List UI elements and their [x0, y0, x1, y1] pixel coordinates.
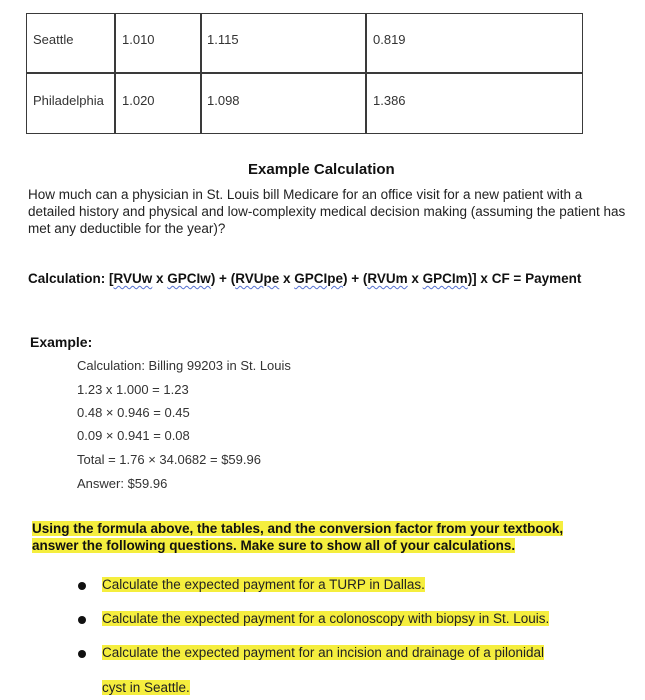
- table-cell: 1.010: [122, 32, 155, 47]
- example-line: 1.23 x 1.000 = 1.23: [77, 382, 189, 397]
- table-cell: 1.020: [122, 93, 155, 108]
- question-item: Calculate the expected payment for a colonoscopy with biopsy in St. Louis.: [102, 611, 550, 626]
- bullet-icon: [78, 616, 86, 624]
- gpci-table: [26, 13, 583, 134]
- formula: Calculation: [RVUw x GPCIw) + (RVUpe x GPCIpe) + (RVUm x GPCIm)] x CF = Payment: [28, 271, 582, 286]
- example-line: 0.09 × 0.941 = 0.08: [77, 428, 190, 443]
- section-title: Example Calculation: [248, 161, 395, 178]
- example-line: Calculation: Billing 99203 in St. Louis: [77, 358, 291, 373]
- example-line: Total = 1.76 × 34.0682 = $59.96: [77, 452, 261, 467]
- example-label: Example:: [30, 334, 93, 350]
- table-cell-city: Philadelphia: [33, 93, 104, 108]
- example-line: 0.48 × 0.946 = 0.45: [77, 405, 190, 420]
- table-row-divider: [27, 72, 582, 74]
- table-col-divider: [200, 14, 202, 133]
- bullet-icon: [78, 582, 86, 590]
- instructions: Using the formula above, the tables, and the conversion factor from your textbook, answer the following questions. Make sure to show all of your calculations.: [32, 521, 564, 553]
- question-item-continuation: cyst in Seattle.: [102, 680, 190, 695]
- table-col-divider: [365, 14, 367, 133]
- table-col-divider: [114, 14, 116, 133]
- question-paragraph: How much can a physician in St. Louis bill Medicare for an office visit for a new patient with a detailed history and physical and low-complexity medical decision making (assuming the patient has met any deductible for the year)?: [28, 187, 626, 236]
- question-item: Calculate the expected payment for an incision and drainage of a pilonidal: [102, 645, 545, 660]
- table-cell: 1.386: [373, 93, 406, 108]
- bullet-icon: [78, 650, 86, 658]
- table-cell-city: Seattle: [33, 32, 74, 47]
- question-item: Calculate the expected payment for a TURP in Dallas.: [102, 577, 425, 592]
- table-cell: 1.115: [207, 32, 239, 47]
- table-cell: 0.819: [373, 32, 406, 47]
- table-cell: 1.098: [207, 93, 240, 108]
- example-line: Answer: $59.96: [77, 476, 168, 491]
